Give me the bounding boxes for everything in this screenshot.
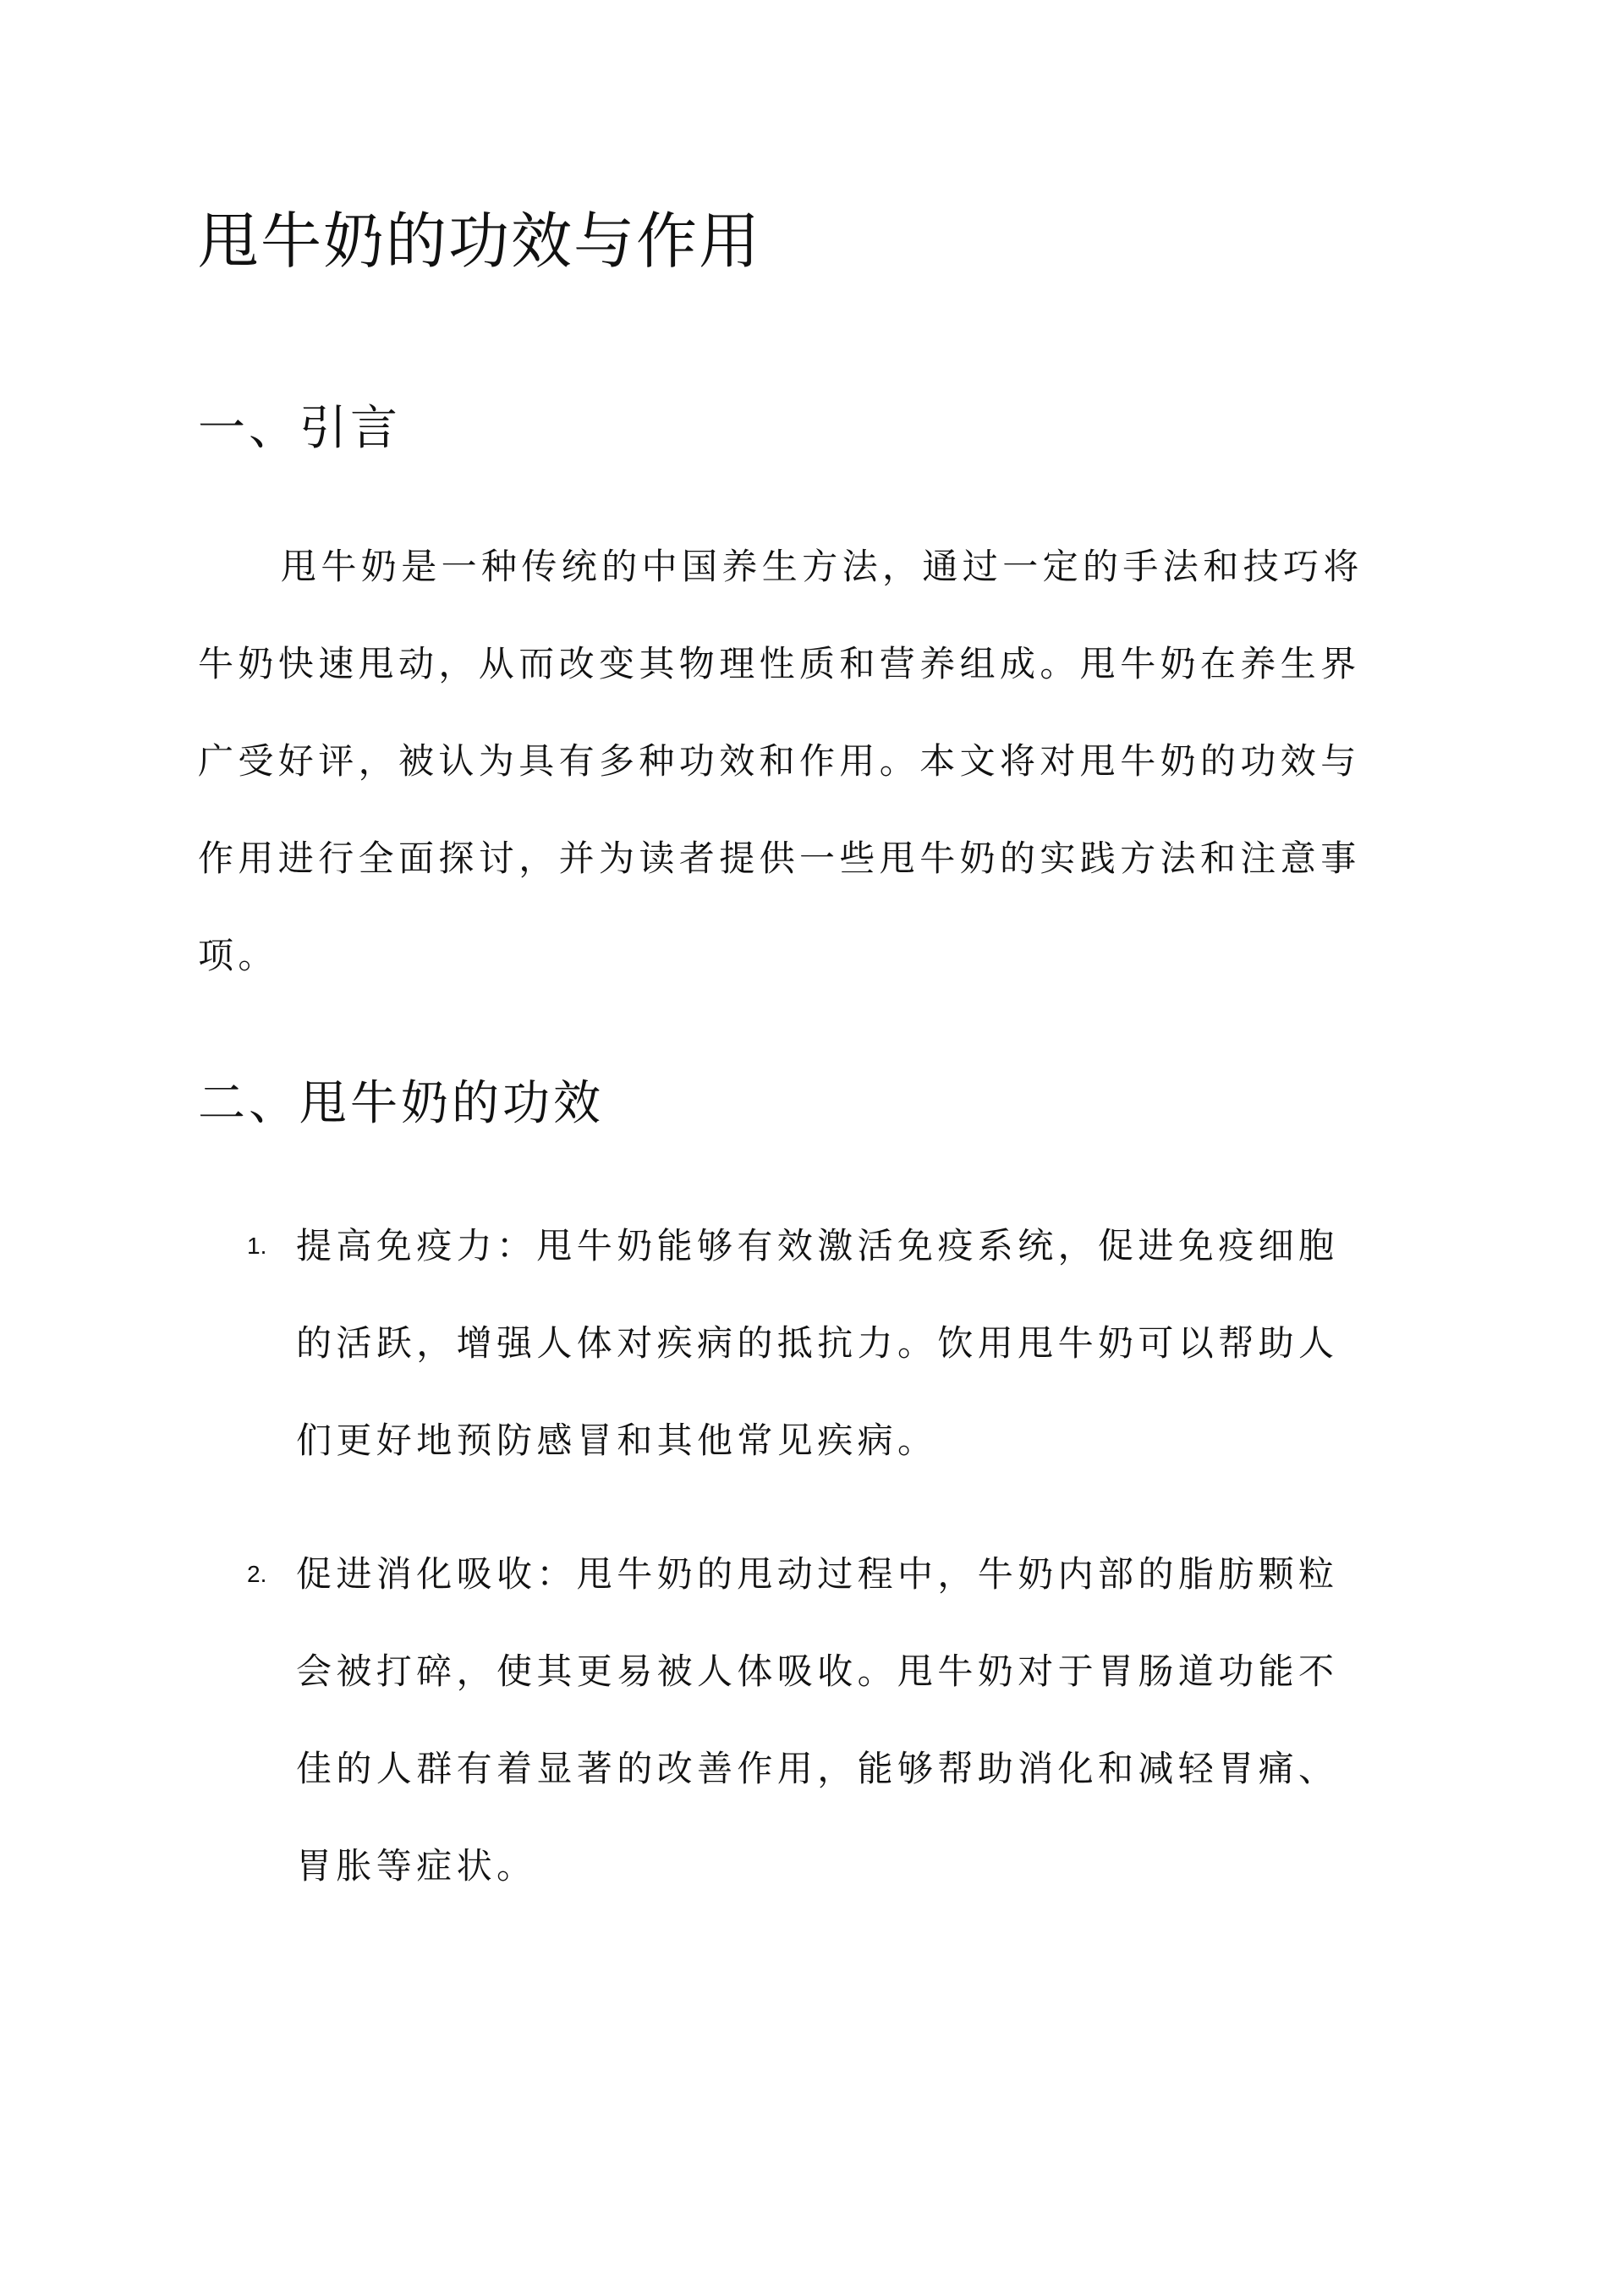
list-item-line: 的活跃，增强人体对疾病的抵抗力。饮用甩牛奶可以帮助人 bbox=[296, 1322, 1339, 1364]
list-item-line: 提高免疫力：甩牛奶能够有效激活免疫系统，促进免疫细胞 bbox=[296, 1225, 1339, 1266]
paragraph-line: 牛奶快速甩动，从而改变其物理性质和营养组成。甩牛奶在养生界 bbox=[198, 643, 1361, 684]
list-item-line: 们更好地预防感冒和其他常见疾病。 bbox=[296, 1420, 938, 1461]
document-title: 甩牛奶的功效与作用 bbox=[198, 206, 762, 277]
paragraph-line: 甩牛奶是一种传统的中国养生方法，通过一定的手法和技巧将 bbox=[281, 546, 1363, 587]
paragraph-line: 项。 bbox=[198, 935, 278, 976]
paragraph-line: 作用进行全面探讨，并为读者提供一些甩牛奶的实践方法和注意事 bbox=[198, 838, 1361, 879]
list-item-number: 2. bbox=[247, 1561, 267, 1587]
list-item-line: 佳的人群有着显著的改善作用，能够帮助消化和减轻胃痛、 bbox=[296, 1748, 1339, 1789]
section-heading-introduction: 一、引言 bbox=[198, 401, 401, 456]
paragraph-line: 广受好评，被认为具有多种功效和作用。本文将对甩牛奶的功效与 bbox=[198, 740, 1361, 782]
list-item-line: 促进消化吸收：甩牛奶的甩动过程中，牛奶内部的脂肪颗粒 bbox=[296, 1553, 1339, 1595]
list-item-number: 1. bbox=[247, 1233, 267, 1259]
list-item-line: 会被打碎，使其更易被人体吸收。甩牛奶对于胃肠道功能不 bbox=[296, 1651, 1339, 1692]
section-heading-effects: 二、甩牛奶的功效 bbox=[198, 1076, 604, 1131]
list-item-line: 胃胀等症状。 bbox=[296, 1845, 537, 1887]
